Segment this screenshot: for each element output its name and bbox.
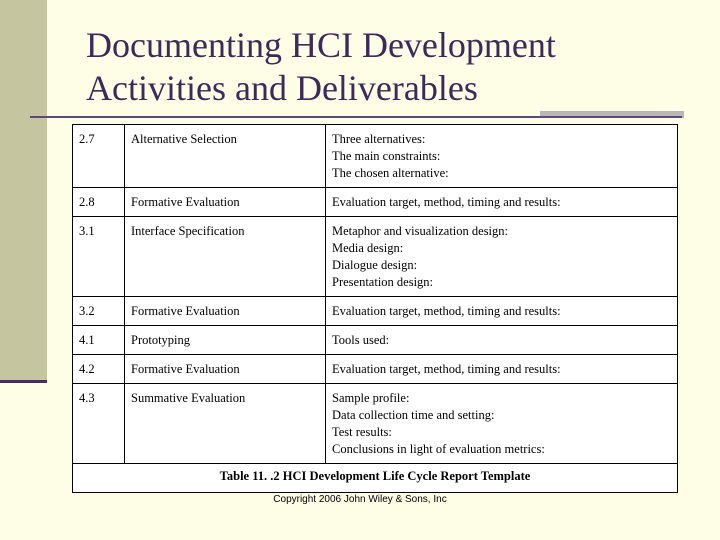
- title-rule: [30, 116, 682, 118]
- section-number-cell: 2.8: [73, 188, 125, 217]
- deliverables-cell: [326, 297, 678, 326]
- deliverable-item: Evaluation target, method, timing and results:: [332, 304, 561, 318]
- section-number-cell: 4.3: [73, 384, 125, 464]
- activity-cell: Alternative Selection: [125, 125, 326, 188]
- table-row: [73, 217, 678, 297]
- activity-cell: Prototyping: [125, 326, 326, 355]
- deliverable-item: Tools used:: [332, 333, 390, 347]
- deliverables-cell: [326, 125, 678, 188]
- table-row: [73, 326, 678, 355]
- activity-cell: Formative Evaluation: [125, 188, 326, 217]
- deliverables-cell: [326, 355, 678, 384]
- table-row: [73, 384, 678, 464]
- slide-title-line-2: Activities and Deliverables: [86, 68, 478, 108]
- activity-cell: Interface Specification: [125, 217, 326, 297]
- deliverable-item: Dialogue design:: [332, 258, 418, 272]
- section-number-cell: 3.1: [73, 217, 125, 297]
- table-row: [73, 297, 678, 326]
- table-row: [73, 125, 678, 188]
- copyright-notice: Copyright 2006 John Wiley & Sons, Inc: [273, 494, 447, 505]
- table-row: [73, 188, 678, 217]
- slide-title: [86, 24, 556, 110]
- section-number-cell: 2.7: [73, 125, 125, 188]
- activity-cell: Formative Evaluation: [125, 355, 326, 384]
- activity-cell: Formative Evaluation: [125, 297, 326, 326]
- deliverable-item: Presentation design:: [332, 275, 434, 289]
- deliverable-item: Three alternatives:: [332, 132, 426, 146]
- deliverable-item: Conclusions in light of evaluation metrics:: [332, 442, 545, 456]
- left-accent-rule: [0, 380, 47, 383]
- section-number-cell: 3.2: [73, 297, 125, 326]
- deliverables-cell: [326, 326, 678, 355]
- slide-title-line-1: Documenting HCI Development: [86, 25, 556, 65]
- deliverable-item: Metaphor and visualization design:: [332, 224, 509, 238]
- deliverables-cell: [326, 217, 678, 297]
- table-caption: Table 11. .2 HCI Development Life Cycle Report Template: [72, 464, 678, 493]
- report-template-table-container: [72, 124, 678, 493]
- deliverable-item: The main constraints:: [332, 149, 441, 163]
- report-template-table: [72, 124, 678, 464]
- deliverable-item: Evaluation target, method, timing and results:: [332, 195, 561, 209]
- deliverable-item: Test results:: [332, 425, 392, 439]
- left-accent-bar: [0, 0, 47, 380]
- deliverable-item: Media design:: [332, 241, 404, 255]
- deliverable-item: The chosen alternative:: [332, 166, 449, 180]
- deliverables-cell: [326, 384, 678, 464]
- activity-cell: Summative Evaluation: [125, 384, 326, 464]
- deliverables-cell: [326, 188, 678, 217]
- section-number-cell: 4.1: [73, 326, 125, 355]
- section-number-cell: 4.2: [73, 355, 125, 384]
- table-body: [73, 125, 678, 464]
- deliverable-item: Evaluation target, method, timing and results:: [332, 362, 561, 376]
- deliverable-item: Data collection time and setting:: [332, 408, 495, 422]
- deliverable-item: Sample profile:: [332, 391, 410, 405]
- table-row: [73, 355, 678, 384]
